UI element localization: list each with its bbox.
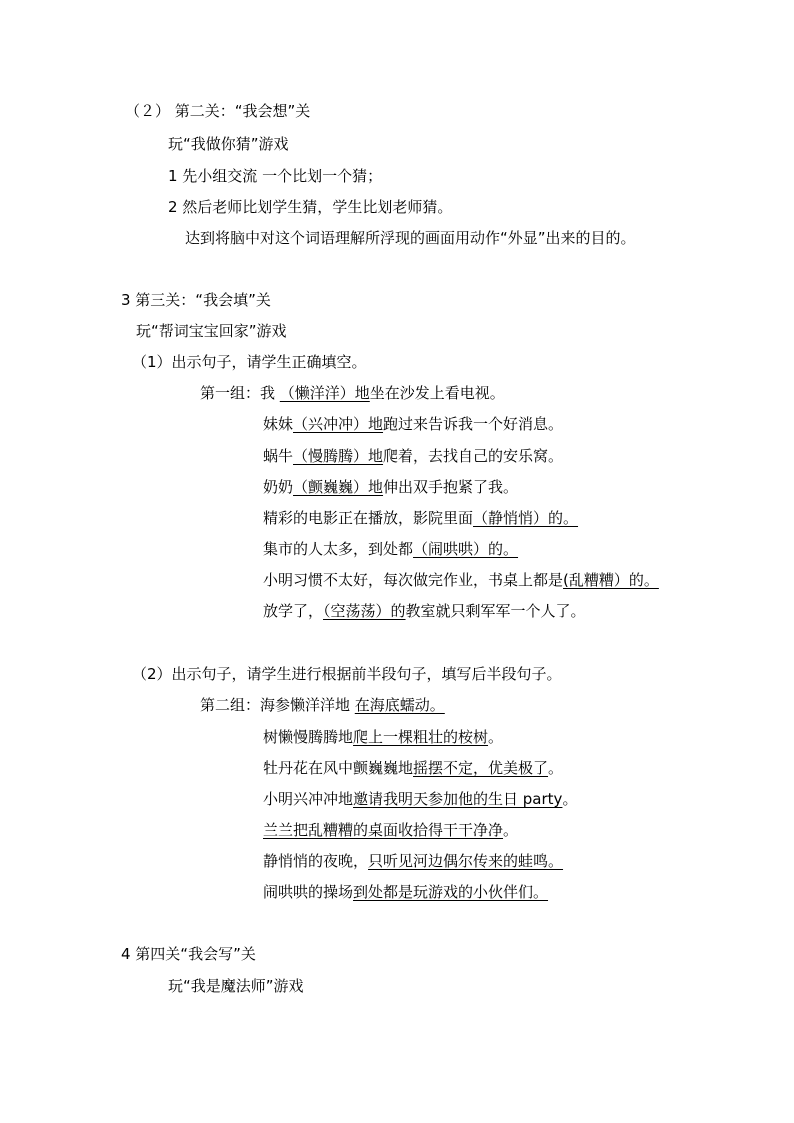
level2-step1: 1 先小组交流 一个比划一个猜； [168,167,383,185]
level3-game: 玩“帮词宝宝回家”游戏 [136,322,287,340]
level2-game: 玩“我做你猜”游戏 [168,135,289,153]
level4-game: 玩“我是魔法师”游戏 [168,977,304,995]
group2-sentence: 第二组：海参懒洋洋地 在海底蠕动。 [200,696,445,714]
level3-task1: （1）出示句子，请学生正确填空。 [132,353,367,371]
group2-sentence: 牡丹花在风中颤巍巍地摇摆不定，优美极了。 [263,759,564,777]
group1-sentence: 集市的人太多，到处都（闹哄哄）的。 [263,540,519,558]
group1-sentence: 蜗牛（慢腾腾）地爬着，去找自己的安乐窝。 [263,447,564,465]
level2-header: （２） 第二关：“我会想”关 [125,102,311,120]
group2-sentence: 兰兰把乱糟糟的桌面收拾得干干净净。 [263,821,519,839]
group2-sentence: 树懒慢腾腾地爬上一棵粗壮的桉树。 [263,728,504,746]
group1-sentence: 小明习惯不太好，每次做完作业，书桌上都是(乱糟糟）的。 [263,571,659,589]
level2-step2: 2 然后老师比划学生猜，学生比划老师猜。 [168,198,453,216]
level3-header: 3 第三关：“我会填”关 [121,291,271,309]
group1-sentence: 奶奶（颤巍巍）地伸出双手抱紧了我。 [263,478,519,496]
level3-task2: （2）出示句子，请学生进行根据前半段句子，填写后半段句子。 [132,665,562,683]
level4-header: 4 第四关“我会写”关 [121,945,256,963]
group1-sentence: 精彩的电影正在播放，影院里面（静悄悄）的。 [263,509,579,527]
group2-sentence: 闹哄哄的操场到处都是玩游戏的小伙伴们。 [263,883,549,901]
level2-purpose: 达到将脑中对这个词语理解所浮现的画面用动作“外显”出来的目的。 [185,229,636,247]
group1-sentence: 放学了，（空荡荡）的教室就只剩军军一个人了。 [263,602,586,620]
group1-sentence: 妹妹（兴冲冲）地跑过来告诉我一个好消息。 [263,415,564,433]
group1-sentence: 第一组：我 （懒洋洋）地坐在沙发上看电视。 [200,384,505,402]
group2-sentence: 静悄悄的夜晚，只听见河边偶尔传来的蛙鸣。 [263,852,564,870]
group2-sentence: 小明兴冲冲地邀请我明天参加他的生日 party。 [263,790,578,808]
